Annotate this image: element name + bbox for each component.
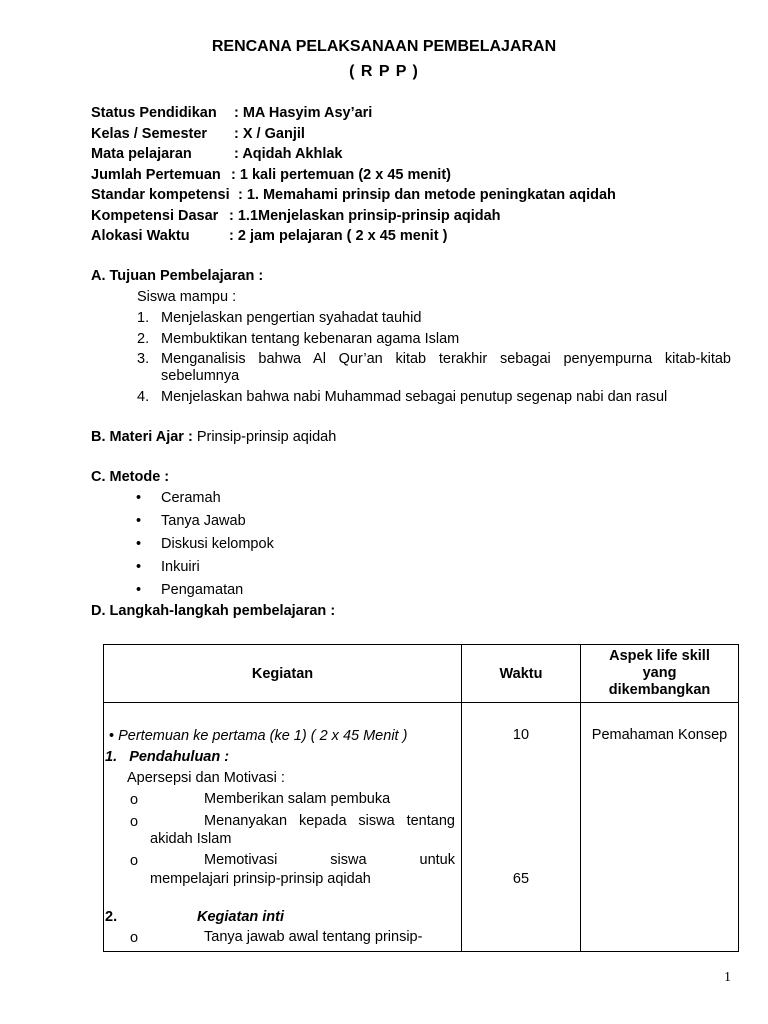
info-row xyxy=(91,144,751,165)
tujuan-intro: Siswa mampu : xyxy=(137,289,237,305)
step-text: Tanya jawab awal tentang prinsip- xyxy=(204,929,423,945)
circle-bullet-icon: o xyxy=(130,853,139,869)
list-item xyxy=(137,310,731,327)
info-value: : 2 jam pelajaran ( 2 x 45 menit ) xyxy=(229,228,448,244)
apersepsi-text: Apersepsi dan Motivasi : xyxy=(127,770,285,786)
info-label: Alokasi Waktu xyxy=(91,228,190,244)
header-waktu: Waktu xyxy=(462,645,581,703)
step-text-justified xyxy=(204,852,455,868)
inti-heading: Kegiatan inti xyxy=(197,909,285,925)
info-value: : MA Hasyim Asy’ari xyxy=(234,105,373,121)
header-aspek-line: yang xyxy=(642,665,677,681)
page-number: 1 xyxy=(724,970,731,985)
info-row xyxy=(91,103,751,124)
pertemuan-text: Pertemuan ke pertama (ke 1) ( 2 x 45 Menit ) xyxy=(118,728,408,744)
list-text: Membuktikan tentang kebenaran agama Islam xyxy=(161,330,460,347)
step-text: akidah Islam xyxy=(150,831,232,847)
info-block xyxy=(91,103,751,247)
pendahuluan-heading: Pendahuluan : xyxy=(129,749,230,765)
list-item xyxy=(136,510,274,533)
list-text: Menganalisis bahwa Al Qur’an kitab terakhir sebagai penyempurna kitab-kitab sebelumnya xyxy=(161,351,731,384)
info-label: Status Pendidikan xyxy=(91,105,217,121)
list-item xyxy=(137,331,731,348)
inti-number: 2. xyxy=(105,909,118,925)
tujuan-list xyxy=(137,310,731,409)
page-subtitle: ( R P P ) xyxy=(349,63,419,80)
circle-bullet-icon: o xyxy=(130,814,139,830)
header-aspek-line: Aspek life skill xyxy=(609,648,710,664)
list-number: 4. xyxy=(137,388,150,405)
list-text: Diskusi kelompok xyxy=(161,536,274,552)
page-title: RENCANA PELAKSANAAN PEMBELAJARAN xyxy=(211,38,557,55)
pendahuluan-line xyxy=(105,749,229,765)
pertemuan-line xyxy=(109,728,407,744)
pendahuluan-number: 1. xyxy=(105,749,118,765)
materi-line xyxy=(91,429,336,445)
aspek-value: Pemahaman Konsep xyxy=(591,727,728,743)
step-word: tentang xyxy=(406,813,455,829)
bullet-icon: • xyxy=(136,490,142,506)
kegiatan-cell xyxy=(104,703,462,952)
info-label: Standar kompetensi xyxy=(91,187,230,203)
step-word: kepada xyxy=(298,813,347,829)
section-heading-langkah: D. Langkah-langkah pembelajaran : xyxy=(91,603,336,619)
step-text: Memberikan salam pembuka xyxy=(204,791,391,807)
waktu-value: 10 xyxy=(512,727,530,743)
info-value: : X / Ganjil xyxy=(234,125,305,142)
bullet-icon: • xyxy=(136,536,142,552)
info-row xyxy=(91,206,751,227)
circle-bullet-icon: o xyxy=(130,930,139,946)
bullet-icon: • xyxy=(136,559,142,575)
langkah-table xyxy=(103,644,739,952)
header-aspek xyxy=(581,645,739,703)
info-label: Mata pelajaran xyxy=(91,146,192,162)
header-aspek-line: dikembangkan xyxy=(608,682,711,698)
list-text: Pengamatan xyxy=(161,582,244,598)
step-word: Memotivasi xyxy=(204,852,278,868)
info-row xyxy=(91,226,751,247)
list-text: Ceramah xyxy=(161,490,221,506)
step-word: siswa xyxy=(330,852,367,868)
info-value: : 1 kali pertemuan (2 x 45 menit) xyxy=(231,166,451,183)
list-item xyxy=(137,351,731,385)
list-text: Inkuiri xyxy=(161,559,200,575)
waktu-cell xyxy=(462,703,581,952)
info-row xyxy=(91,124,751,145)
bullet-icon: • xyxy=(109,728,115,744)
info-label: Kelas / Semester xyxy=(91,125,208,142)
list-item xyxy=(136,487,274,510)
info-row xyxy=(91,185,751,206)
info-value: : 1. Memahami prinsip dan metode peningkatan aqidah xyxy=(238,187,616,203)
section-heading-metode: C. Metode : xyxy=(91,469,170,485)
info-label: Kompetensi Dasar xyxy=(91,207,219,224)
step-word: Menanyakan xyxy=(204,813,288,829)
list-item xyxy=(136,579,274,602)
step-text: mempelajari prinsip-prinsip aqidah xyxy=(150,871,371,887)
metode-list xyxy=(136,487,274,602)
list-text: Tanya Jawab xyxy=(161,513,246,529)
step-word: siswa xyxy=(358,813,395,829)
info-value: : 1.1Menjelaskan prinsip-prinsip aqidah xyxy=(229,207,501,224)
list-item xyxy=(137,389,731,406)
section-heading-materi: B. Materi Ajar : xyxy=(91,429,193,445)
list-number: 2. xyxy=(137,330,150,347)
waktu-value: 65 xyxy=(512,871,530,887)
info-label: Jumlah Pertemuan xyxy=(91,166,221,183)
step-word: untuk xyxy=(419,852,455,868)
info-row xyxy=(91,165,751,186)
bullet-icon: • xyxy=(136,582,142,598)
step-text-justified xyxy=(204,813,455,829)
list-text: Menjelaskan bahwa nabi Muhammad sebagai penutup segenap nabi dan rasul xyxy=(161,388,668,405)
circle-bullet-icon: o xyxy=(130,792,139,808)
list-number: 3. xyxy=(137,351,150,367)
list-item xyxy=(136,533,274,556)
materi-text: Prinsip-prinsip aqidah xyxy=(196,429,337,445)
list-item xyxy=(136,556,274,579)
list-number: 1. xyxy=(137,310,150,326)
bullet-icon: • xyxy=(136,513,142,529)
table-header-row xyxy=(104,645,739,703)
header-kegiatan: Kegiatan xyxy=(104,645,462,703)
section-heading-tujuan: A. Tujuan Pembelajaran : xyxy=(91,268,264,284)
list-text: Menjelaskan pengertian syahadat tauhid xyxy=(161,310,422,326)
aspek-cell xyxy=(581,703,739,952)
table-row xyxy=(104,703,739,952)
info-value: : Aqidah Akhlak xyxy=(234,146,343,162)
